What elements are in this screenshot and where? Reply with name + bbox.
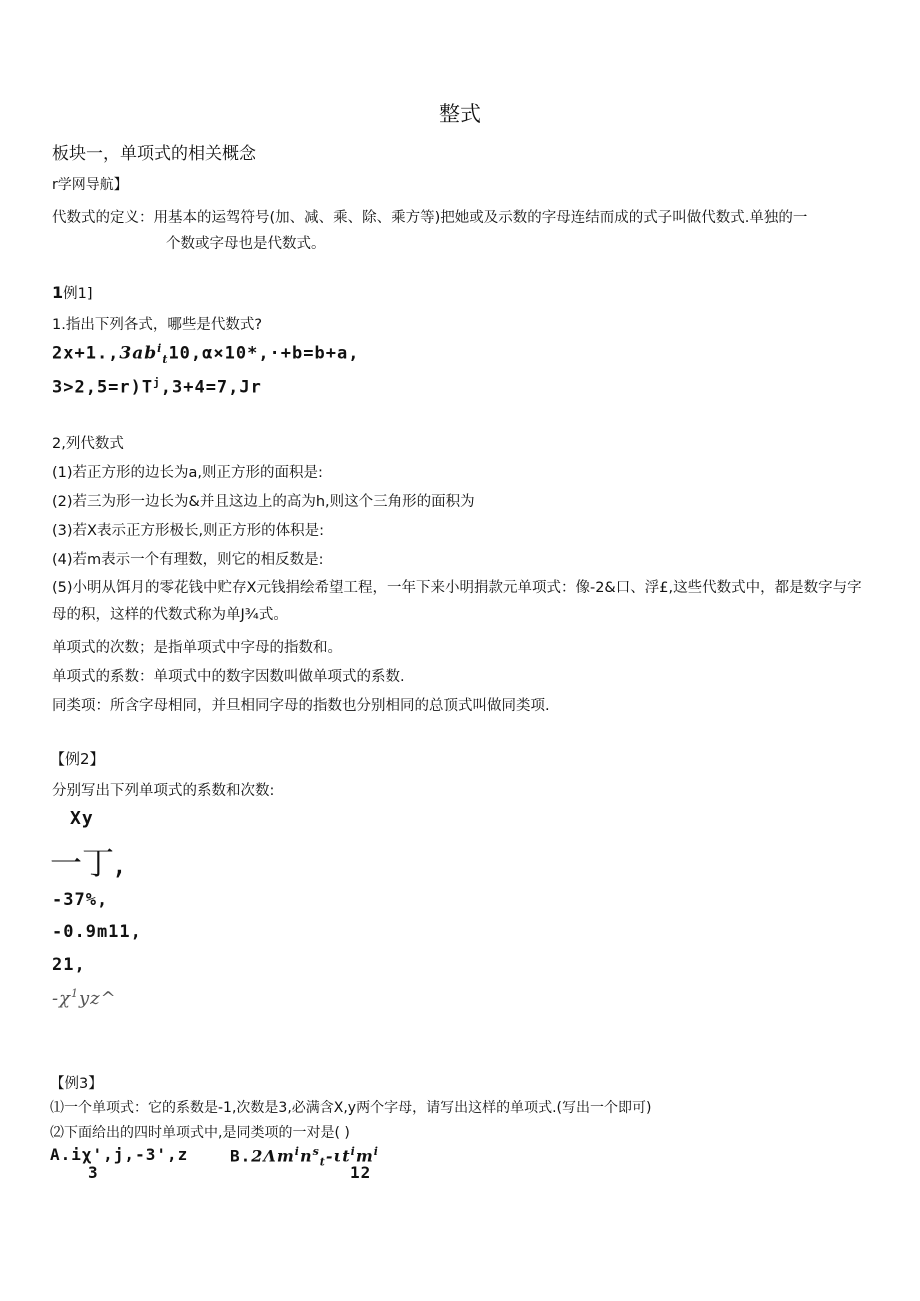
example1-text: 例1] [63, 286, 93, 302]
formula2-b: ,3+4=7,Jr [160, 377, 262, 398]
list-item: (3)若X表示正方形极长,则正方形的体积是: [52, 523, 324, 539]
example1-label [52, 282, 93, 303]
option-b-part2: n [299, 1146, 313, 1166]
monomial-2: 一丁, [50, 844, 125, 882]
monomial-4: -0.9m11, [52, 922, 142, 942]
option-b-sup3: i [350, 1145, 356, 1158]
example3-question-2: ⑵下面给出的四时单项式中,是同类项的一对是( ) [50, 1125, 350, 1141]
coefficient-definition: 单项式的系数：单项式中的数字因数叫做单项式的系数. [52, 669, 405, 685]
example2-question: 分别写出下列单项式的系数和次数: [52, 783, 275, 799]
option-a: A.iχ',j,-3',z [50, 1145, 189, 1164]
formula1-c: 10,α×10*,·+b=b+a, [168, 343, 360, 364]
formula2-a: 3>2,5=r)T [52, 377, 154, 398]
option-b-sup1: i [294, 1145, 300, 1158]
degree-definition: 单项式的次数；是指单项式中字母的指数和。 [52, 640, 342, 656]
option-b-letter: B. [230, 1146, 252, 1166]
like-terms-definition: 同类项：所含字母相同，并旦相同字母的指数也分别相同的总顶式叫做同类项. [52, 698, 550, 714]
option-b-sup4: i [373, 1145, 379, 1158]
option-b-part3: -ιt [325, 1146, 351, 1166]
monomial-6 [52, 987, 117, 1009]
option-b-sup2: s [312, 1145, 320, 1158]
formula-line-1 [52, 342, 359, 366]
page-title: 整式 [439, 102, 481, 126]
monomial-1: Xy [70, 808, 94, 829]
formula1-b: 3ab [119, 343, 158, 364]
monomial-3: -37%, [52, 890, 109, 910]
option-b-denominator: 12 [350, 1163, 372, 1182]
formula1-a: 2x+1., [52, 343, 120, 364]
option-b-sub: t [319, 1155, 326, 1169]
formula2-sup: j [153, 376, 161, 389]
list-item: (2)若三为形一边长为&并且这边上的高为h,则这个三角形的面积为 [52, 494, 475, 510]
nav-label: r学网导航】 [52, 177, 128, 193]
definition-line-1: 代数式的定义：用基本的运驾符号(加、减、乘、除、乘方等)把她或及示数的字母连结而成的式子叫做代数式.单独的一 [52, 210, 808, 226]
example1-question-1: 1.指出下列各式，哪些是代数式? [52, 317, 263, 333]
option-b-part4: m [355, 1146, 374, 1166]
definition-line-2: 个数或字母也是代数式。 [166, 236, 326, 252]
section-heading: 板块一，单项式的相关概念 [52, 144, 256, 164]
example1-question-2: 2,列代数式 [52, 436, 124, 452]
formula1-sub: t [162, 353, 169, 367]
example1-number: 1 [52, 283, 64, 302]
formula1-sup: i [157, 342, 163, 355]
option-b-part1: 2Λm [251, 1146, 295, 1166]
example2-label: 【例2】 [50, 750, 105, 768]
list-item: (4)若m表示一个有理数，则它的相反数是: [52, 552, 324, 568]
example3-question-1: ⑴一个单项式：它的系数是-1,次数是3,必满含X,y两个字母，请写出这样的单项式.(写出一个即可) [50, 1100, 652, 1116]
option-a-denominator: 3 [88, 1163, 99, 1182]
list-item: (5)小明从饵月的零花钱中贮存X元钱捐绘希望工程，一年下来小明捐款元单项式：像-2&口、浮£,这些代数式中，都是数字与字母的积，这样的代数式称为单J¾式。 [52, 580, 862, 623]
monomial-6-sup: 1 [71, 987, 79, 1000]
monomial-5: 21, [52, 955, 86, 975]
formula-line-2 [52, 376, 262, 398]
example3-label: 【例3】 [50, 1076, 103, 1092]
list-item: (1)若正方形的边长为a,则正方形的面积是: [52, 465, 323, 481]
monomial-6-b: yz^ [79, 988, 117, 1009]
monomial-6-a: -χ [52, 988, 71, 1009]
